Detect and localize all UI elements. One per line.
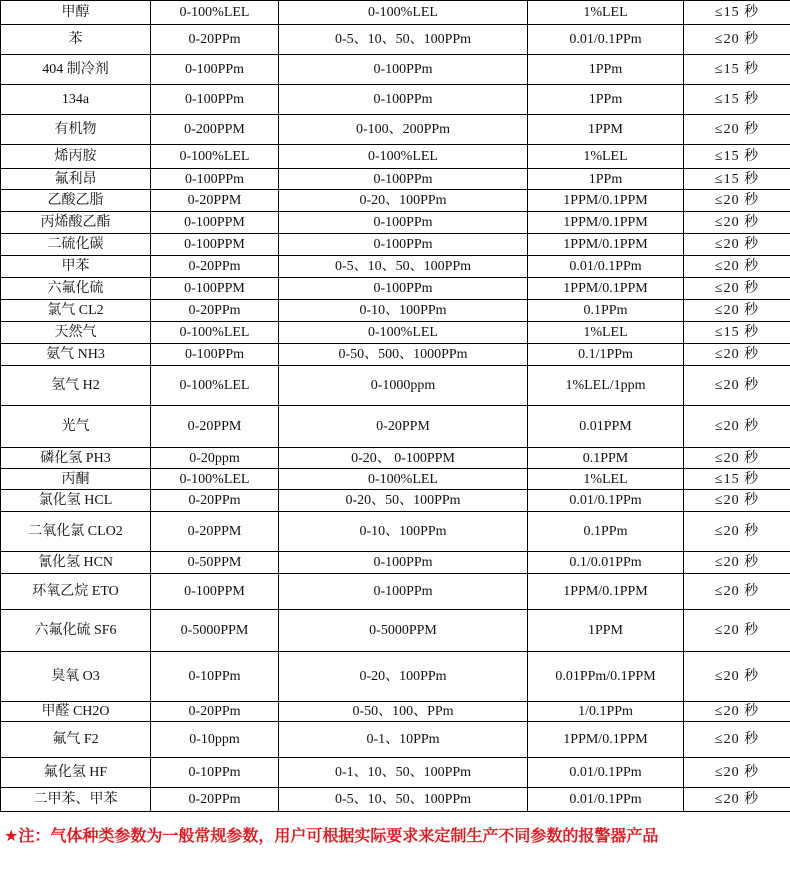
cell-name: 磷化氢 PH3 xyxy=(1,448,151,469)
table-row xyxy=(1,758,790,788)
cell-options: 0-100PPm xyxy=(279,552,528,574)
cell-response: ≤15 秒 xyxy=(684,145,790,169)
cell-response: ≤20 秒 xyxy=(684,278,790,300)
cell-range: 0-200PPM xyxy=(151,115,279,145)
cell-resolution: 1%LEL/1ppm xyxy=(528,366,684,406)
cell-options: 0-20、100PPm xyxy=(279,652,528,702)
cell-name: 丙酮 xyxy=(1,469,151,490)
cell-options: 0-100PPm xyxy=(279,212,528,234)
cell-resolution: 0.1/1PPm xyxy=(528,344,684,366)
cell-options: 0-5、10、50、100PPm xyxy=(279,256,528,278)
cell-options: 0-100PPm xyxy=(279,169,528,190)
cell-response: ≤20 秒 xyxy=(684,788,790,812)
cell-response: ≤20 秒 xyxy=(684,234,790,256)
cell-range: 0-100PPM xyxy=(151,278,279,300)
cell-response: ≤15 秒 xyxy=(684,55,790,85)
cell-resolution: 1PPm xyxy=(528,55,684,85)
cell-options: 0-1、10PPm xyxy=(279,722,528,758)
table-row xyxy=(1,552,790,574)
table-row xyxy=(1,256,790,278)
cell-options: 0-100%LEL xyxy=(279,145,528,169)
cell-options: 0-20、50、100PPm xyxy=(279,490,528,512)
cell-options: 0-10、100PPm xyxy=(279,512,528,552)
cell-name: 氯气 CL2 xyxy=(1,300,151,322)
cell-resolution: 0.01/0.1PPm xyxy=(528,25,684,55)
table-row xyxy=(1,300,790,322)
cell-range: 0-100PPm xyxy=(151,85,279,115)
cell-resolution: 1PPM/0.1PPM xyxy=(528,278,684,300)
cell-response: ≤20 秒 xyxy=(684,366,790,406)
cell-options: 0-10、100PPm xyxy=(279,300,528,322)
cell-options: 0-100PPm xyxy=(279,234,528,256)
cell-name: 甲醇 xyxy=(1,1,151,25)
cell-resolution: 0.01/0.1PPm xyxy=(528,758,684,788)
cell-response: ≤20 秒 xyxy=(684,406,790,448)
table-row xyxy=(1,145,790,169)
cell-resolution: 1PPM/0.1PPM xyxy=(528,234,684,256)
cell-range: 0-20PPm xyxy=(151,300,279,322)
cell-range: 0-100%LEL xyxy=(151,1,279,25)
cell-name: 二氧化氯 CLO2 xyxy=(1,512,151,552)
cell-name: 乙酸乙脂 xyxy=(1,190,151,212)
cell-range: 0-100PPm xyxy=(151,169,279,190)
table-row xyxy=(1,512,790,552)
cell-options: 0-20、 0-100PPM xyxy=(279,448,528,469)
cell-name: 甲醛 CH2O xyxy=(1,702,151,722)
table-row xyxy=(1,234,790,256)
cell-options: 0-5、10、50、100PPm xyxy=(279,25,528,55)
table-row xyxy=(1,448,790,469)
cell-response: ≤20 秒 xyxy=(684,652,790,702)
cell-options: 0-1、10、50、100PPm xyxy=(279,758,528,788)
cell-resolution: 1/0.1PPm xyxy=(528,702,684,722)
cell-response: ≤15 秒 xyxy=(684,1,790,25)
cell-response: ≤15 秒 xyxy=(684,85,790,115)
table-row xyxy=(1,115,790,145)
cell-response: ≤20 秒 xyxy=(684,610,790,652)
cell-options: 0-100PPm xyxy=(279,574,528,610)
cell-range: 0-20PPm xyxy=(151,25,279,55)
cell-resolution: 1%LEL xyxy=(528,145,684,169)
cell-options: 0-20PPM xyxy=(279,406,528,448)
cell-resolution: 0.1PPm xyxy=(528,300,684,322)
cell-options: 0-100PPm xyxy=(279,278,528,300)
cell-resolution: 0.01PPM xyxy=(528,406,684,448)
cell-range: 0-50PPM xyxy=(151,552,279,574)
footnote: ★注：气体种类参数为一般常规参数，用户可根据实际要求来定制生产不同参数的报警器产品 xyxy=(4,826,659,845)
cell-response: ≤15 秒 xyxy=(684,469,790,490)
cell-name: 光气 xyxy=(1,406,151,448)
table-row xyxy=(1,85,790,115)
cell-response: ≤20 秒 xyxy=(684,448,790,469)
cell-name: 环氧乙烷 ETO xyxy=(1,574,151,610)
cell-name: 二硫化碳 xyxy=(1,234,151,256)
table-row xyxy=(1,490,790,512)
cell-options: 0-50、500、1000PPm xyxy=(279,344,528,366)
cell-range: 0-100%LEL xyxy=(151,322,279,344)
cell-range: 0-20PPM xyxy=(151,512,279,552)
cell-resolution: 1PPm xyxy=(528,169,684,190)
cell-options: 0-100PPm xyxy=(279,55,528,85)
table-row xyxy=(1,610,790,652)
cell-resolution: 0.01/0.1PPm xyxy=(528,788,684,812)
cell-name: 二甲苯、甲苯 xyxy=(1,788,151,812)
cell-name: 烯丙胺 xyxy=(1,145,151,169)
table-row xyxy=(1,1,790,25)
cell-range: 0-20PPm xyxy=(151,256,279,278)
cell-response: ≤20 秒 xyxy=(684,115,790,145)
cell-options: 0-5000PPM xyxy=(279,610,528,652)
cell-name: 404 制冷剂 xyxy=(1,55,151,85)
cell-response: ≤20 秒 xyxy=(684,490,790,512)
cell-name: 134a xyxy=(1,85,151,115)
cell-range: 0-10ppm xyxy=(151,722,279,758)
cell-resolution: 1PPM/0.1PPM xyxy=(528,212,684,234)
cell-range: 0-100PPM xyxy=(151,212,279,234)
cell-resolution: 1PPM/0.1PPM xyxy=(528,190,684,212)
cell-name: 甲苯 xyxy=(1,256,151,278)
cell-range: 0-100%LEL xyxy=(151,145,279,169)
cell-options: 0-50、100、PPm xyxy=(279,702,528,722)
cell-response: ≤20 秒 xyxy=(684,512,790,552)
cell-response: ≤15 秒 xyxy=(684,322,790,344)
cell-response: ≤20 秒 xyxy=(684,25,790,55)
cell-name: 氯化氢 HCL xyxy=(1,490,151,512)
cell-response: ≤15 秒 xyxy=(684,169,790,190)
cell-resolution: 0.01/0.1PPm xyxy=(528,256,684,278)
cell-range: 0-20PPm xyxy=(151,490,279,512)
cell-response: ≤20 秒 xyxy=(684,190,790,212)
cell-range: 0-100PPM xyxy=(151,234,279,256)
cell-name: 有机物 xyxy=(1,115,151,145)
cell-response: ≤20 秒 xyxy=(684,552,790,574)
cell-name: 六氟化硫 SF6 xyxy=(1,610,151,652)
table-row xyxy=(1,574,790,610)
cell-name: 氰化氢 HCN xyxy=(1,552,151,574)
cell-resolution: 1PPm xyxy=(528,85,684,115)
cell-options: 0-100PPm xyxy=(279,85,528,115)
cell-range: 0-20PPM xyxy=(151,406,279,448)
cell-name: 氟气 F2 xyxy=(1,722,151,758)
cell-options: 0-5、10、50、100PPm xyxy=(279,788,528,812)
cell-range: 0-20ppm xyxy=(151,448,279,469)
cell-range: 0-100PPM xyxy=(151,574,279,610)
cell-range: 0-20PPM xyxy=(151,190,279,212)
cell-response: ≤20 秒 xyxy=(684,344,790,366)
table-row xyxy=(1,344,790,366)
cell-range: 0-100%LEL xyxy=(151,366,279,406)
cell-resolution: 1PPM xyxy=(528,115,684,145)
cell-response: ≤20 秒 xyxy=(684,212,790,234)
cell-resolution: 1%LEL xyxy=(528,322,684,344)
table-row xyxy=(1,652,790,702)
cell-options: 0-100%LEL xyxy=(279,469,528,490)
cell-name: 天然气 xyxy=(1,322,151,344)
cell-resolution: 1PPM/0.1PPM xyxy=(528,574,684,610)
cell-range: 0-20PPm xyxy=(151,788,279,812)
table-row xyxy=(1,55,790,85)
cell-range: 0-100PPm xyxy=(151,344,279,366)
cell-name: 氟化氢 HF xyxy=(1,758,151,788)
cell-response: ≤20 秒 xyxy=(684,758,790,788)
cell-resolution: 0.1PPm xyxy=(528,512,684,552)
table-row xyxy=(1,169,790,190)
cell-range: 0-10PPm xyxy=(151,652,279,702)
cell-response: ≤20 秒 xyxy=(684,702,790,722)
table-row xyxy=(1,469,790,490)
table-row xyxy=(1,788,790,812)
table-row xyxy=(1,722,790,758)
cell-options: 0-1000ppm xyxy=(279,366,528,406)
cell-name: 氨气 NH3 xyxy=(1,344,151,366)
table-row xyxy=(1,322,790,344)
cell-name: 氟利昂 xyxy=(1,169,151,190)
cell-resolution: 0.1/0.01PPm xyxy=(528,552,684,574)
cell-name: 臭氧 O3 xyxy=(1,652,151,702)
table-row xyxy=(1,190,790,212)
cell-options: 0-100%LEL xyxy=(279,1,528,25)
table-row xyxy=(1,278,790,300)
cell-range: 0-100PPm xyxy=(151,55,279,85)
cell-resolution: 1PPM xyxy=(528,610,684,652)
table-row xyxy=(1,212,790,234)
cell-range: 0-100%LEL xyxy=(151,469,279,490)
cell-response: ≤20 秒 xyxy=(684,722,790,758)
table-row xyxy=(1,366,790,406)
cell-options: 0-20、100PPm xyxy=(279,190,528,212)
cell-response: ≤20 秒 xyxy=(684,574,790,610)
cell-resolution: 1%LEL xyxy=(528,469,684,490)
cell-name: 苯 xyxy=(1,25,151,55)
cell-name: 六氟化硫 xyxy=(1,278,151,300)
cell-resolution: 0.01PPm/0.1PPM xyxy=(528,652,684,702)
table-row xyxy=(1,25,790,55)
cell-name: 氢气 H2 xyxy=(1,366,151,406)
cell-name: 丙烯酸乙酯 xyxy=(1,212,151,234)
cell-options: 0-100、200PPm xyxy=(279,115,528,145)
table-row xyxy=(1,702,790,722)
cell-resolution: 1%LEL xyxy=(528,1,684,25)
cell-resolution: 0.1PPM xyxy=(528,448,684,469)
cell-response: ≤20 秒 xyxy=(684,256,790,278)
cell-range: 0-5000PPM xyxy=(151,610,279,652)
cell-range: 0-20PPm xyxy=(151,702,279,722)
cell-resolution: 1PPM/0.1PPM xyxy=(528,722,684,758)
cell-options: 0-100%LEL xyxy=(279,322,528,344)
cell-response: ≤20 秒 xyxy=(684,300,790,322)
cell-range: 0-10PPm xyxy=(151,758,279,788)
cell-resolution: 0.01/0.1PPm xyxy=(528,490,684,512)
table-row xyxy=(1,406,790,448)
